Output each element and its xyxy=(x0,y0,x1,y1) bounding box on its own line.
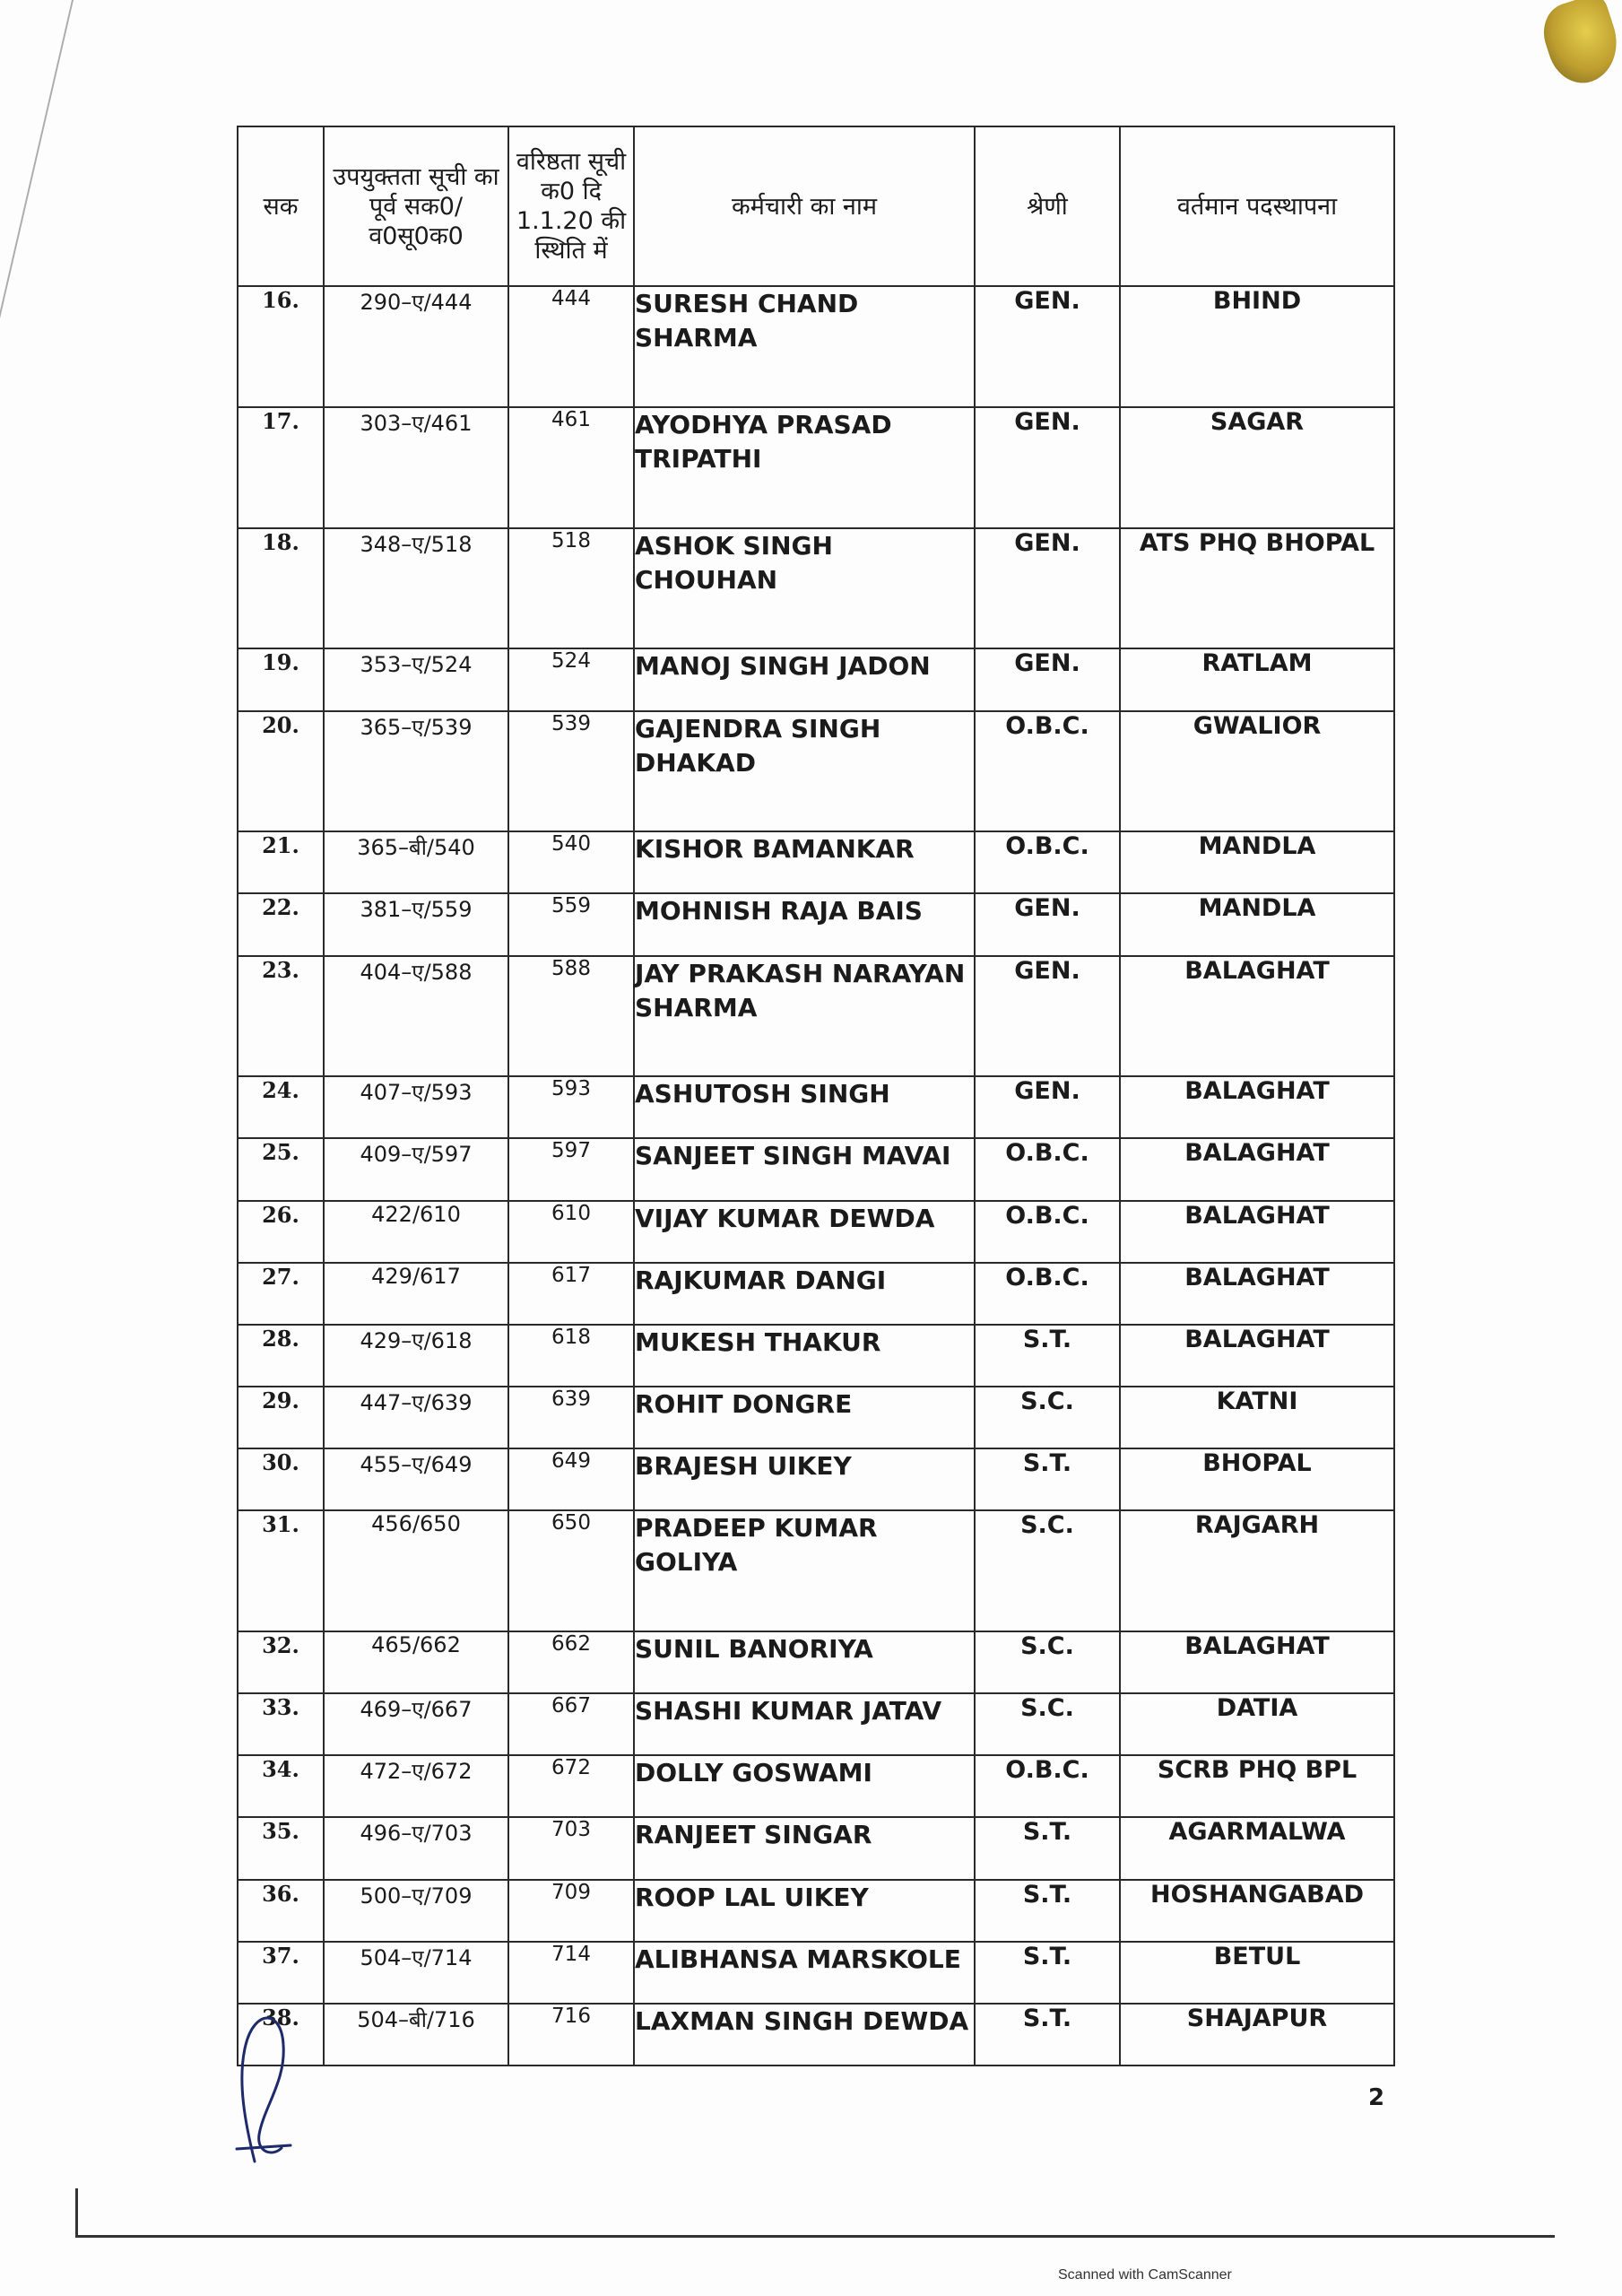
cell-sno: 37. xyxy=(238,1942,324,2004)
cell-sno: 16. xyxy=(238,286,324,407)
cell-posting: BALAGHAT xyxy=(1120,1631,1394,1693)
table-row xyxy=(238,711,1394,832)
cell-category: O.B.C. xyxy=(975,1138,1120,1200)
cell-posting: BALAGHAT xyxy=(1120,1138,1394,1200)
header-sno: सक xyxy=(238,126,324,286)
cell-eligibility: 500–ए/709 xyxy=(324,1880,508,1942)
cell-seniority: 617 xyxy=(508,1263,634,1325)
cell-posting: BALAGHAT xyxy=(1120,1201,1394,1263)
cell-name: KISHOR BAMANKAR xyxy=(634,831,975,893)
cell-sno: 30. xyxy=(238,1448,324,1510)
cell-category: S.T. xyxy=(975,1325,1120,1387)
cell-category: GEN. xyxy=(975,1076,1120,1138)
cell-eligibility: 496–ए/703 xyxy=(324,1817,508,1879)
cell-eligibility: 407–ए/593 xyxy=(324,1076,508,1138)
table-row xyxy=(238,1387,1394,1448)
cell-eligibility: 429–ए/618 xyxy=(324,1325,508,1387)
cell-name: MOHNISH RAJA BAIS xyxy=(634,893,975,955)
cell-posting: ATS PHQ BHOPAL xyxy=(1120,528,1394,649)
header-posting: वर्तमान पदस्थापना xyxy=(1120,126,1394,286)
cell-sno: 23. xyxy=(238,956,324,1077)
cell-category: S.T. xyxy=(975,1942,1120,2004)
cell-eligibility: 353–ए/524 xyxy=(324,648,508,710)
table-row xyxy=(238,528,1394,649)
cell-eligibility: 456/650 xyxy=(324,1510,508,1631)
table-row xyxy=(238,1325,1394,1387)
table-header-row xyxy=(238,126,1394,286)
table-row xyxy=(238,1138,1394,1200)
cell-sno: 34. xyxy=(238,1755,324,1817)
cell-category: S.C. xyxy=(975,1387,1120,1448)
cell-name: RAJKUMAR DANGI xyxy=(634,1263,975,1325)
cell-posting: SAGAR xyxy=(1120,407,1394,528)
table-row xyxy=(238,1510,1394,1631)
cell-name: PRADEEP KUMAR GOLIYA xyxy=(634,1510,975,1631)
table-body xyxy=(238,286,1394,2066)
cell-name: SANJEET SINGH MAVAI xyxy=(634,1138,975,1200)
cell-seniority: 714 xyxy=(508,1942,634,2004)
table-row xyxy=(238,1631,1394,1693)
cell-sno: 35. xyxy=(238,1817,324,1879)
cell-name: ALIBHANSA MARSKOLE xyxy=(634,1942,975,2004)
cell-eligibility: 303–ए/461 xyxy=(324,407,508,528)
cell-category: GEN. xyxy=(975,956,1120,1077)
cell-seniority: 662 xyxy=(508,1631,634,1693)
cell-sno: 20. xyxy=(238,711,324,832)
cell-seniority: 539 xyxy=(508,711,634,832)
cell-sno: 36. xyxy=(238,1880,324,1942)
cell-category: O.B.C. xyxy=(975,831,1120,893)
cell-name: AYODHYA PRASAD TRIPATHI xyxy=(634,407,975,528)
cell-seniority: 639 xyxy=(508,1387,634,1448)
cell-eligibility: 409–ए/597 xyxy=(324,1138,508,1200)
cell-name: SHASHI KUMAR JATAV xyxy=(634,1693,975,1755)
cell-seniority: 444 xyxy=(508,286,634,407)
table-row xyxy=(238,1448,1394,1510)
table-row xyxy=(238,1263,1394,1325)
cell-sno: 21. xyxy=(238,831,324,893)
cell-category: S.T. xyxy=(975,1880,1120,1942)
cell-posting: BALAGHAT xyxy=(1120,1263,1394,1325)
cell-posting: BETUL xyxy=(1120,1942,1394,2004)
cell-seniority: 597 xyxy=(508,1138,634,1200)
cell-posting: SCRB PHQ BPL xyxy=(1120,1755,1394,1817)
cell-eligibility: 504–बी/716 xyxy=(324,2004,508,2066)
cell-category: S.C. xyxy=(975,1693,1120,1755)
table-row xyxy=(238,1942,1394,2004)
cell-category: GEN. xyxy=(975,286,1120,407)
cell-sno: 17. xyxy=(238,407,324,528)
signature xyxy=(219,1991,317,2170)
cell-name: SUNIL BANORIYA xyxy=(634,1631,975,1693)
cell-name: SURESH CHAND SHARMA xyxy=(634,286,975,407)
cell-category: O.B.C. xyxy=(975,1263,1120,1325)
cell-category: O.B.C. xyxy=(975,711,1120,832)
cell-eligibility: 348–ए/518 xyxy=(324,528,508,649)
table-row xyxy=(238,286,1394,407)
cell-posting: MANDLA xyxy=(1120,893,1394,955)
cell-eligibility: 465/662 xyxy=(324,1631,508,1693)
table-row xyxy=(238,407,1394,528)
cell-name: RANJEET SINGAR xyxy=(634,1817,975,1879)
cell-eligibility: 365–ए/539 xyxy=(324,711,508,832)
cell-name: VIJAY KUMAR DEWDA xyxy=(634,1201,975,1263)
table-row xyxy=(238,956,1394,1077)
cell-eligibility: 472–ए/672 xyxy=(324,1755,508,1817)
cell-posting: SHAJAPUR xyxy=(1120,2004,1394,2066)
cell-name: ROHIT DONGRE xyxy=(634,1387,975,1448)
tape-mark xyxy=(1536,0,1622,91)
cell-posting: HOSHANGABAD xyxy=(1120,1880,1394,1942)
cell-seniority: 518 xyxy=(508,528,634,649)
table-row xyxy=(238,1817,1394,1879)
cell-seniority: 593 xyxy=(508,1076,634,1138)
cell-eligibility: 429/617 xyxy=(324,1263,508,1325)
cell-name: MUKESH THAKUR xyxy=(634,1325,975,1387)
cell-posting: AGARMALWA xyxy=(1120,1817,1394,1879)
table-row xyxy=(238,1693,1394,1755)
cell-eligibility: 469–ए/667 xyxy=(324,1693,508,1755)
cell-seniority: 461 xyxy=(508,407,634,528)
cell-seniority: 588 xyxy=(508,956,634,1077)
cell-category: O.B.C. xyxy=(975,1201,1120,1263)
cell-sno: 28. xyxy=(238,1325,324,1387)
employee-roster-table xyxy=(237,126,1395,2066)
cell-posting: GWALIOR xyxy=(1120,711,1394,832)
table-row xyxy=(238,1755,1394,1817)
cell-name: DOLLY GOSWAMI xyxy=(634,1755,975,1817)
cell-posting: MANDLA xyxy=(1120,831,1394,893)
cell-name: MANOJ SINGH JADON xyxy=(634,648,975,710)
cell-seniority: 716 xyxy=(508,2004,634,2066)
cell-category: S.T. xyxy=(975,2004,1120,2066)
table-row xyxy=(238,1201,1394,1263)
cell-sno: 29. xyxy=(238,1387,324,1448)
cell-eligibility: 290–ए/444 xyxy=(324,286,508,407)
header-eligibility: उपयुक्तता सूची का पूर्व सक0/व0सू0क0 xyxy=(324,126,508,286)
cell-seniority: 672 xyxy=(508,1755,634,1817)
cell-sno: 26. xyxy=(238,1201,324,1263)
cell-name: GAJENDRA SINGH DHAKAD xyxy=(634,711,975,832)
cell-posting: KATNI xyxy=(1120,1387,1394,1448)
table-row xyxy=(238,2004,1394,2066)
cell-category: GEN. xyxy=(975,893,1120,955)
cell-eligibility: 422/610 xyxy=(324,1201,508,1263)
cell-seniority: 540 xyxy=(508,831,634,893)
cell-posting: RATLAM xyxy=(1120,648,1394,710)
cell-posting: BALAGHAT xyxy=(1120,1325,1394,1387)
table-row xyxy=(238,1880,1394,1942)
cell-seniority: 709 xyxy=(508,1880,634,1942)
cell-posting: RAJGARH xyxy=(1120,1510,1394,1631)
cell-sno: 32. xyxy=(238,1631,324,1693)
cell-seniority: 649 xyxy=(508,1448,634,1510)
header-name: कर्मचारी का नाम xyxy=(634,126,975,286)
cell-name: ASHOK SINGH CHOUHAN xyxy=(634,528,975,649)
cell-eligibility: 381–ए/559 xyxy=(324,893,508,955)
cell-sno: 24. xyxy=(238,1076,324,1138)
cell-sno: 19. xyxy=(238,648,324,710)
cell-seniority: 703 xyxy=(508,1817,634,1879)
cell-category: O.B.C. xyxy=(975,1755,1120,1817)
cell-sno: 27. xyxy=(238,1263,324,1325)
cell-posting: BHIND xyxy=(1120,286,1394,407)
cell-name: ROOP LAL UIKEY xyxy=(634,1880,975,1942)
cell-category: GEN. xyxy=(975,528,1120,649)
cell-seniority: 618 xyxy=(508,1325,634,1387)
cell-category: GEN. xyxy=(975,407,1120,528)
cell-category: S.T. xyxy=(975,1448,1120,1510)
cell-posting: BHOPAL xyxy=(1120,1448,1394,1510)
cell-name: ASHUTOSH SINGH xyxy=(634,1076,975,1138)
table-row xyxy=(238,831,1394,893)
page-number: 2 xyxy=(1368,2084,1385,2111)
cell-sno: 25. xyxy=(238,1138,324,1200)
cell-eligibility: 447–ए/639 xyxy=(324,1387,508,1448)
table-row xyxy=(238,648,1394,710)
header-category: श्रेणी xyxy=(975,126,1120,286)
cell-name: BRAJESH UIKEY xyxy=(634,1448,975,1510)
cell-name: JAY PRAKASH NARAYAN SHARMA xyxy=(634,956,975,1077)
cell-posting: BALAGHAT xyxy=(1120,1076,1394,1138)
table-row xyxy=(238,893,1394,955)
cell-category: S.C. xyxy=(975,1510,1120,1631)
cell-category: S.C. xyxy=(975,1631,1120,1693)
bottom-edge-line xyxy=(75,2235,1555,2238)
cell-eligibility: 365–बी/540 xyxy=(324,831,508,893)
cell-eligibility: 404–ए/588 xyxy=(324,956,508,1077)
cell-eligibility: 504–ए/714 xyxy=(324,1942,508,2004)
cell-seniority: 559 xyxy=(508,893,634,955)
cell-sno: 33. xyxy=(238,1693,324,1755)
cell-sno: 22. xyxy=(238,893,324,955)
cell-seniority: 650 xyxy=(508,1510,634,1631)
cell-sno: 18. xyxy=(238,528,324,649)
cell-sno: 31. xyxy=(238,1510,324,1631)
header-seniority: वरिष्ठता सूची क0 दि 1.1.20 की स्थिति में xyxy=(508,126,634,286)
cell-seniority: 667 xyxy=(508,1693,634,1755)
cell-sno: 38. xyxy=(238,2004,324,2066)
cell-name: LAXMAN SINGH DEWDA xyxy=(634,2004,975,2066)
page-edge-shadow xyxy=(0,0,226,377)
scanner-watermark: Scanned with CamScanner xyxy=(1058,2267,1232,2283)
cell-category: S.T. xyxy=(975,1817,1120,1879)
cell-seniority: 524 xyxy=(508,648,634,710)
cell-seniority: 610 xyxy=(508,1201,634,1263)
cell-eligibility: 455–ए/649 xyxy=(324,1448,508,1510)
table-row xyxy=(238,1076,1394,1138)
cell-posting: DATIA xyxy=(1120,1693,1394,1755)
page-corner-mark xyxy=(75,2188,78,2238)
cell-category: GEN. xyxy=(975,648,1120,710)
cell-posting: BALAGHAT xyxy=(1120,956,1394,1077)
